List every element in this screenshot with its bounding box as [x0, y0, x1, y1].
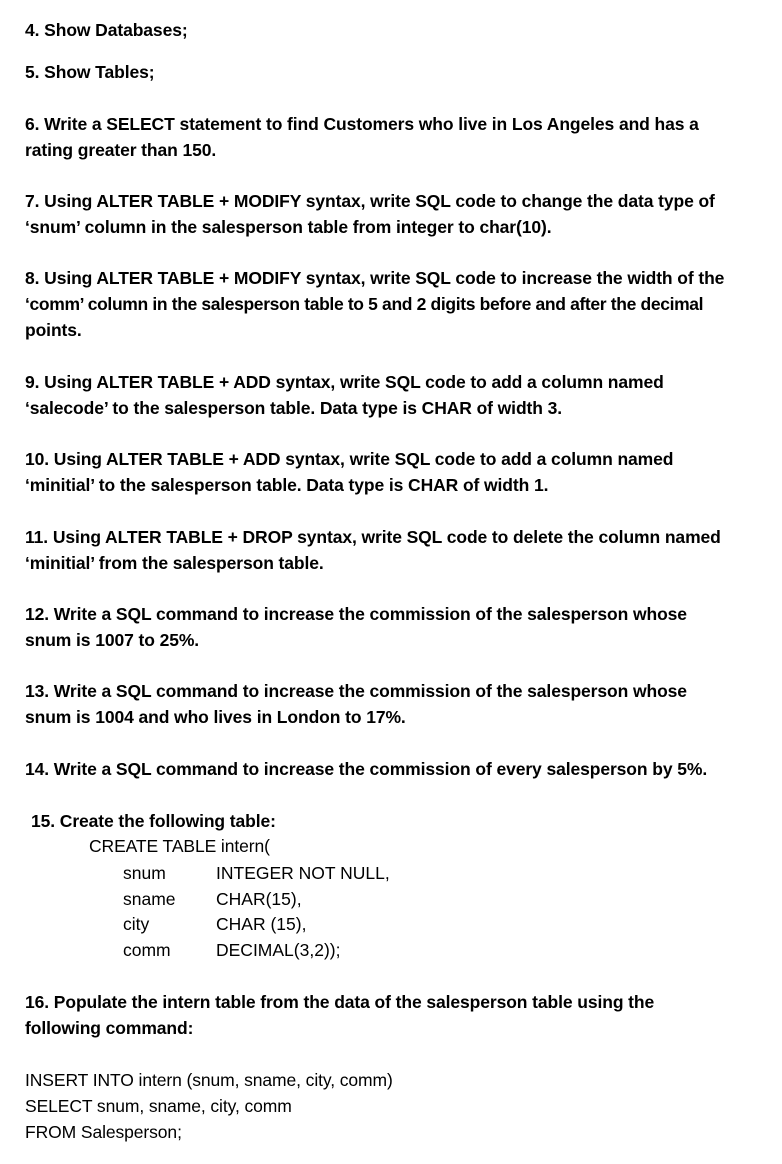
question-12-line-1: 12. Write a SQL command to increase the commission of the salesperson whose	[25, 604, 687, 624]
question-11-line-1: 11. Using ALTER TABLE + DROP syntax, write SQL code to delete the column named	[25, 527, 721, 547]
column-type-city: CHAR (15),	[216, 914, 307, 934]
column-name-comm: comm	[123, 940, 171, 960]
question-7-line-1: 7. Using ALTER TABLE + MODIFY syntax, write SQL code to change the data type of	[25, 191, 715, 211]
column-name-sname: sname	[123, 889, 176, 909]
question-10-line-2: ‘minitial’ to the salesperson table. Data type is CHAR of width 1.	[25, 475, 549, 495]
question-11-line-2: ‘minitial’ from the salesperson table.	[25, 553, 324, 573]
question-6-line-2: rating greater than 150.	[25, 140, 217, 160]
question-13-line-1: 13. Write a SQL command to increase the commission of the salesperson whose	[25, 681, 687, 701]
question-14: 14. Write a SQL command to increase the commission of every salesperson by 5%.	[25, 759, 708, 779]
question-7-line-2: ‘snum’ column in the salesperson table from integer to char(10).	[25, 217, 552, 237]
create-table-line: CREATE TABLE intern(	[89, 836, 270, 856]
question-9-line-2: ‘salecode’ to the salesperson table. Data type is CHAR of width 3.	[25, 398, 563, 418]
column-name-snum: snum	[123, 863, 166, 883]
question-4: 4. Show Databases;	[25, 20, 188, 40]
question-12-line-2: snum is 1007 to 25%.	[25, 630, 200, 650]
question-10-line-1: 10. Using ALTER TABLE + ADD syntax, write SQL code to add a column named	[25, 449, 674, 469]
question-9-line-1: 9. Using ALTER TABLE + ADD syntax, write SQL code to add a column named	[25, 372, 664, 392]
question-8-line-1: 8. Using ALTER TABLE + MODIFY syntax, write SQL code to increase the width of the	[25, 268, 725, 288]
column-type-sname: CHAR(15),	[216, 889, 302, 909]
question-8-line-3: points.	[25, 320, 82, 340]
question-5: 5. Show Tables;	[25, 62, 155, 82]
question-6-line-1: 6. Write a SELECT statement to find Customers who live in Los Angeles and has a	[25, 114, 699, 134]
column-type-comm: DECIMAL(3,2));	[216, 940, 341, 960]
question-13-line-2: snum is 1004 and who lives in London to 17%.	[25, 707, 406, 727]
insert-code-line-1: INSERT INTO intern (snum, sname, city, comm)	[25, 1070, 393, 1090]
question-8-line-2: ‘comm’ column in the salesperson table to 5 and 2 digits before and after the decimal	[25, 294, 704, 314]
column-name-city: city	[123, 914, 150, 934]
question-15-heading: 15. Create the following table:	[31, 811, 276, 831]
column-type-snum: INTEGER NOT NULL,	[216, 863, 390, 883]
question-16-line-1: 16. Populate the intern table from the data of the salesperson table using the	[25, 992, 655, 1012]
question-16-line-2: following command:	[25, 1018, 194, 1038]
insert-code-line-3: FROM Salesperson;	[25, 1122, 182, 1142]
insert-code-line-2: SELECT snum, sname, city, comm	[25, 1096, 292, 1116]
